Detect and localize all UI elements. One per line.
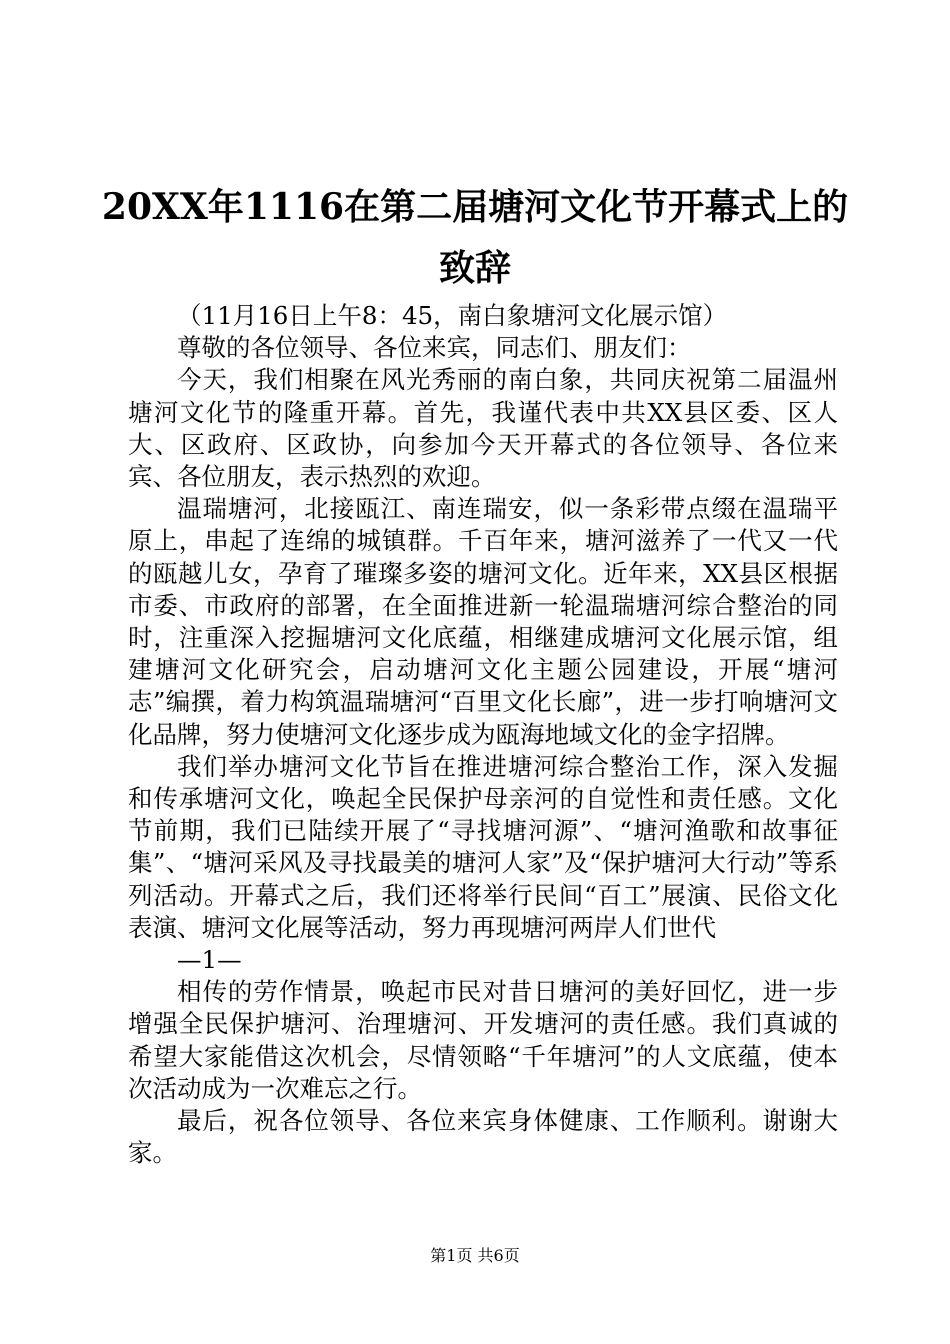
body-paragraph: 温瑞塘河，北接瓯江、南连瑞安，似一条彩带点缀在温瑞平原上，串起了连绵的城镇群。千百年来，塘河滋养了一代又一代的瓯越儿女，孕育了璀璨多姿的塘河文化。近年来，XX县区根据市委、市政府的部署，在全面推进新一轮温瑞塘河综合整治的同时，注重深入挖掘塘河文化底蕴，相继建成塘河文化展示馆，组建塘河文化研究会，启动塘河文化主题公园建设，开展“塘河志”编撰，着力构筑温瑞塘河“百里文化长廊”，进一步打响塘河文化品牌，努力使塘河文化逐步成为瓯海地域文化的金字招牌。 [128,494,838,749]
salutation: 尊敬的各位领导、各位来宾，同志们、朋友们： [177,333,692,363]
body-paragraph: 今天，我们相聚在风光秀丽的南白象，共同庆祝第二届温州塘河文化节的隆重开幕。首先，我谨代表中共XX县区委、区人大、区政府、区政协，向参加今天开幕式的各位领导、各位来宾、各位朋友，表示热烈的欢迎。 [128,365,838,492]
body-paragraph: 相传的劳作情景，唤起市民对昔日塘河的美好回忆，进一步增强全民保护塘河、治理塘河、开发塘河的责任感。我们真诚的希望大家能借这次机会，尽情领略“千年塘河”的人文底蕴，使本次活动成为一次难忘之行。 [128,977,838,1103]
document-title-line-1: 20XX年1116在第二届塘河文化节开幕式上的 [101,186,849,228]
body-paragraph: 我们举办塘河文化节旨在推进塘河综合整治工作，深入发掘和传承塘河文化，唤起全民保护母亲河的自觉性和责任感。文化节前期，我们已陆续开展了“寻找塘河源”、“塘河渔歌和故事征集”、“塘河采风及寻找最美的塘河人家”及“保护塘河大行动”等系列活动。开幕式之后，我们还将举行民间“百工”展演、民俗文化表演、塘河文化展等活动，努力再现塘河两岸人们世代 [128,751,838,942]
body-paragraph: 最后，祝各位领导、各位来宾身体健康、工作顺利。谢谢大家。 [128,1106,838,1168]
page-footer: 第1页 共6页 [430,1246,520,1265]
document-title-line-2: 致辞 [438,247,511,289]
inline-page-marker: —1— [177,945,242,975]
document-body [128,300,838,1169]
date-place-line: （11月16日上午8：45，南白象塘河文化展示馆） [177,301,728,330]
